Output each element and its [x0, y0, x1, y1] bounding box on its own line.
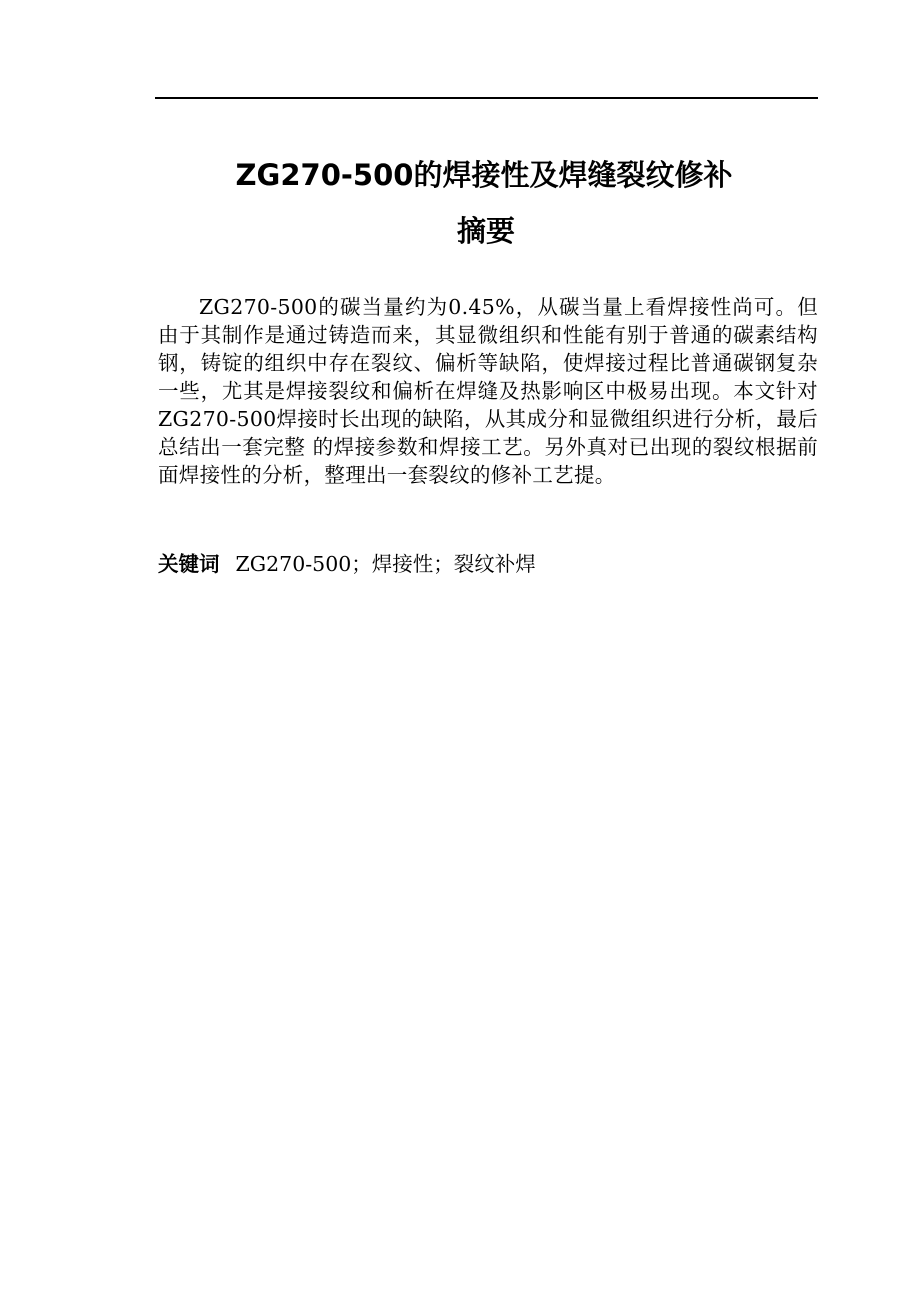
keywords-value: ZG270-500；焊接性；裂纹补焊: [235, 552, 536, 576]
section-heading: 摘要: [456, 214, 515, 248]
keywords-label: 关键词: [158, 552, 220, 576]
abstract-paragraph: ZG270-500的碳当量约为0.45%，从碳当量上看焊接性尚可。但由于其制作是通过铸造而来，其显微组织和性能有别于普通的碳素结构钢，铸锭的组织中存在裂纹、偏析等缺陷，使焊接过程比普通碳钢复杂一些，尤其是焊接裂纹和偏析在焊缝及热影响区中极易出现。本文针对ZG270-500焊接时长出现的缺陷，从其成分和显微组织进行分析，最后总结出一套完整 的焊接参数和焊接工艺。另外真对已出现的裂纹根据前面焊接性的分析，整理出一套裂纹的修补工艺提。: [158, 295, 818, 487]
document-title: ZG270-500的焊接性及焊缝裂纹修补: [235, 158, 733, 192]
header-rule: [155, 97, 818, 99]
keywords-line: [158, 550, 818, 578]
